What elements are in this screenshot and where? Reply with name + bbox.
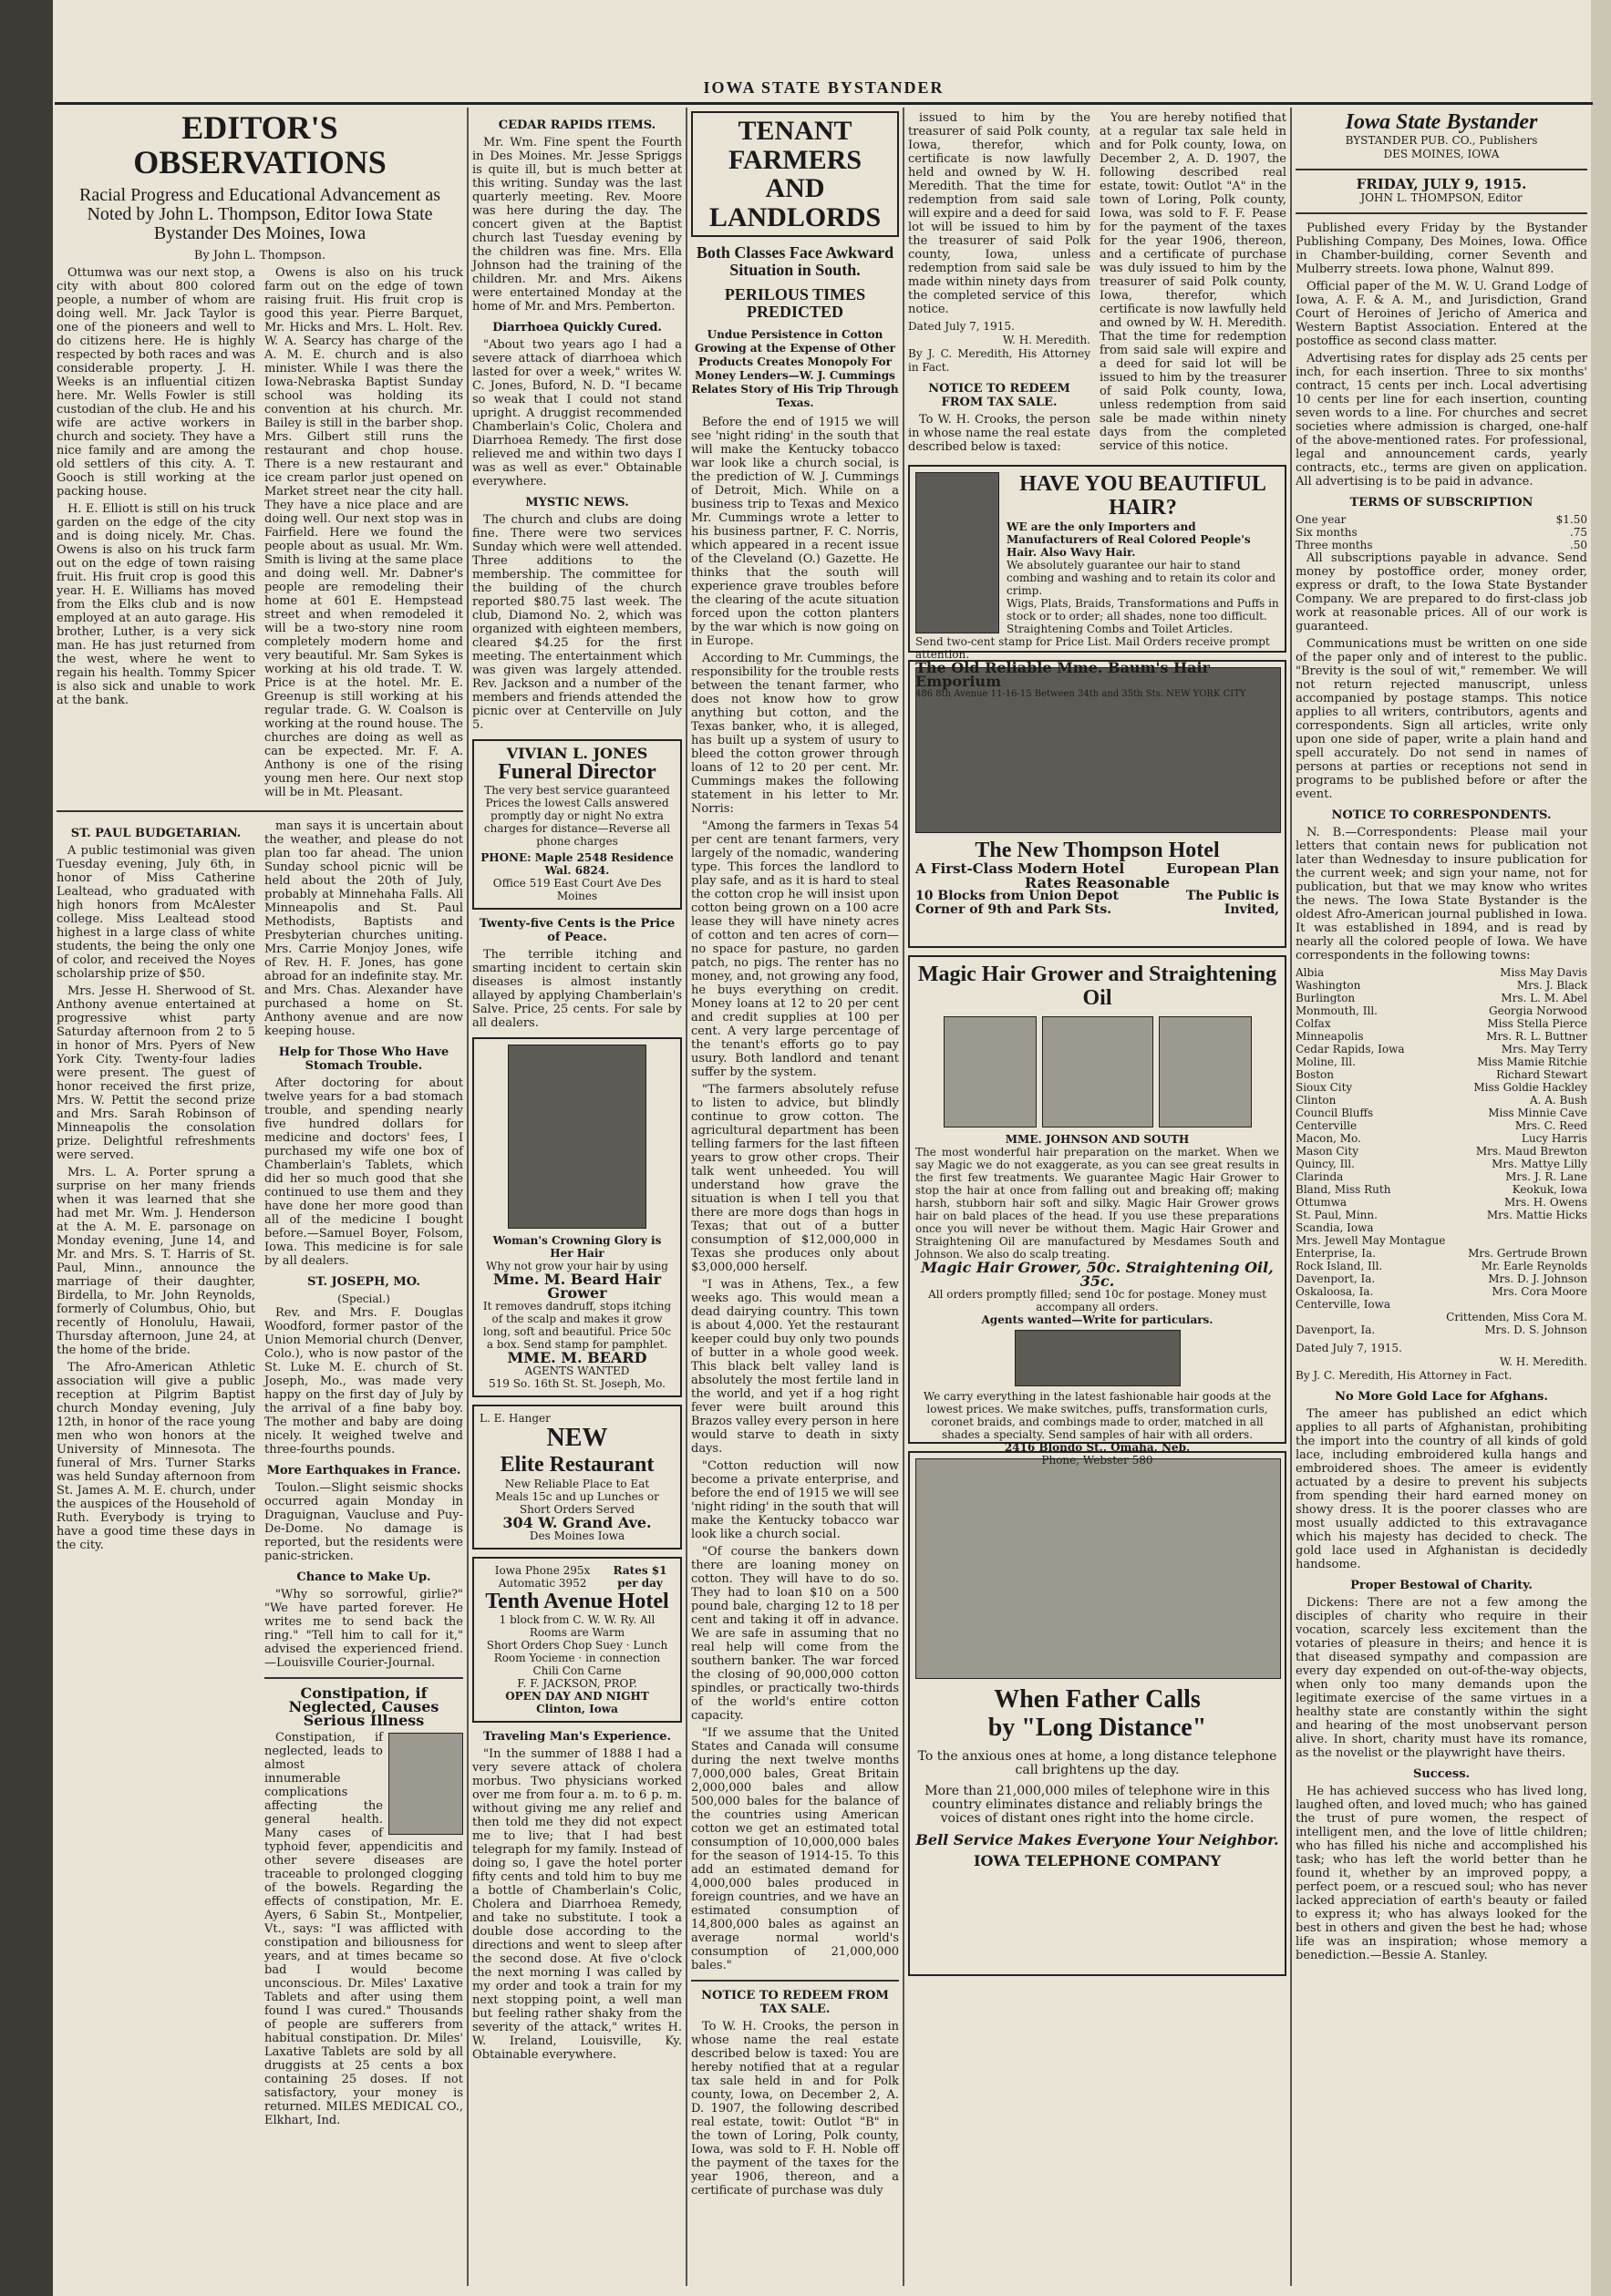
subscription-row: [1296, 513, 1587, 526]
column-rule: [1290, 108, 1292, 2286]
correspondent-row: [1296, 1170, 1587, 1183]
subscription-price: .75: [1569, 526, 1587, 540]
tenant-farmers-paragraph: "I was in Athens, Tex., a few weeks ago. This would mean a dead dairying country. This town is about 4,000. Yet the restaurant keeper could buy only two pounds of butter in a whole good week. This black belt valley land is absolutely the most fertile land in the world, and yet if a hog right fever were built around this Brazos valley every person in here would starve to death in sixty days.: [691, 1277, 899, 1456]
subscription-row: [1296, 526, 1587, 539]
tax-notice-headline: NOTICE TO REDEEM FROM TAX SALE.: [928, 382, 1070, 409]
correspondent-row: [1296, 1196, 1587, 1209]
cedar-rapids-paragraph: Mr. Wm. Fine spent the Fourth in Des Moines. Mr. Jesse Spriggs is quite ill, but is much better at this writing. Sunday was the last quarterly meeting. Rev. Moore was here during the day. The concert given at the Baptist church last Tuesday evening by the children was fine. Mrs. Ella Johnson had the training of the children. Mr. and Mrs. Aikens were entertained Monday at the home of Mr. and Mrs. Pemberton.: [472, 136, 682, 314]
column-seven: [1296, 111, 1587, 2285]
correspondent-name: Miss Mamie Ritchie: [1477, 1055, 1587, 1069]
notice-attorney: By J. C. Meredith, His Attorney in Fact.: [1296, 1369, 1513, 1383]
column-rule: [467, 108, 469, 2286]
correspondent-row: [1296, 1234, 1587, 1247]
correspondent-town: Enterprise, Ia.: [1296, 1247, 1377, 1261]
ad-text: To the anxious ones at home, a long distance telephone call brightens up the day.: [917, 1748, 1277, 1777]
correspondent-name: Keokuk, Iowa: [1512, 1183, 1587, 1197]
correspondent-town: Davenport, Ia.: [1296, 1323, 1376, 1337]
correspondent-name: Mrs. Mattye Lilly: [1492, 1158, 1587, 1171]
correspondent-name: Mrs. Mattie Hicks: [1486, 1209, 1587, 1222]
correspondent-row: [1296, 1158, 1587, 1170]
tenant-farmers-deck: Undue Persistence in Cotton Growing at the Expense of Other Products Creates Monopoly For Money Lenders—W. J. Cummings Relates Story of His Trip Through Texas.: [691, 327, 899, 409]
correspondent-row: [1296, 1094, 1587, 1107]
price-of-peace-headline: Twenty-five Cents is the Price of Peace.: [479, 917, 676, 945]
notice-date: Dated July 7, 1915.: [908, 320, 1015, 333]
ad-agents: Agents wanted—Write for particulars.: [981, 1313, 1213, 1326]
woman-portrait-photo: [508, 1045, 646, 1229]
correspondent-town: Clinton: [1296, 1094, 1337, 1107]
ad-title: Funeral Director: [498, 760, 656, 784]
correspondent-name: Mrs. J. R. Lane: [1505, 1170, 1587, 1184]
subscription-term: Six months: [1296, 526, 1358, 540]
masthead-paragraph: Official paper of the M. W. U. Grand Lodge of Iowa, A. F. & A. M., and Jurisdiction, Grand Court of Heroines of Jericho of America and Western Baptist Association. Entered at the postoffice as second class matter.: [1296, 280, 1587, 349]
subscription-headline: TERMS OF SUBSCRIPTION: [1349, 496, 1534, 510]
ad-address: 2416 Blondo St., Omaha, Neb.: [1004, 1440, 1191, 1454]
st-paul-paragraph: man says it is uncertain about the weather, and please do not plan too far ahead. The union Sunday school picnic will be held about the 20th of July, probably at Minnehaha Falls. All Minneapolis and St. Paul Methodists, Baptists and Presbyterian churches uniting. Mrs. Carrie Monjoy Jones, wife of Rev. H. F. Jones, has gone abroad for an indefinite stay. Mr. and Mrs. Chas. Alexander have purchased a home on St. Anthony avenue and are now keeping house.: [264, 819, 463, 1038]
correspondent-town: Centerville: [1296, 1119, 1358, 1133]
ad-title: Magic Hair Grower and Straightening Oil: [917, 963, 1277, 1011]
subscription-term: Three months: [1296, 539, 1373, 552]
tenant-farmers-paragraph: "The farmers absolutely refuse to listen to advice, but blindly continue to grow cotton. The agricultural department has been telling farmers for the last fifteen years to grow other crops. Their talk went unheeded. You will understand how grave the situation is when I tell you that there are more dogs than hogs in Texas; that out of a butter consumption of $12,000,000 in Texas she produces only about $3,000,000 herself.: [691, 1082, 899, 1274]
ad-text: Send two-cent stamp for Price List. Mail Orders receive prompt attention.: [915, 634, 1270, 661]
mystic-headline: MYSTIC NEWS.: [525, 496, 629, 510]
ad-text: Straightening Combs and Toilet Articles.: [1007, 622, 1234, 635]
ad-slogan: Bell Service Makes Everyone Your Neighbor.: [915, 1830, 1279, 1848]
ad-line: Invited,: [1224, 902, 1279, 918]
column-five-six: [908, 111, 1286, 2285]
ad-business-name: The Old Reliable Mme. Baum's Hair Emporium: [915, 658, 1210, 690]
mystic-paragraph: The church and clubs are doing fine. There were two services Sunday which were well attended. Three additions to the membership. The committee for the building of the church reported $80.75 last week. The club, Diamond No. 2, which was organized with eighteen members, cleared $4.25 for the first meeting. The entertainment which was given was largely attended. Rev. Jackson and a number of the members and friends attended the picnic over at Centerville on July 5.: [472, 513, 682, 732]
ad-phone: Phone, Webster 580: [1041, 1453, 1153, 1467]
correspondent-name: Mr. Earle Reynolds: [1481, 1260, 1587, 1273]
ad-office: Office 519 East Court Ave Des Moines: [492, 877, 662, 903]
charity-paragraph: Dickens: There are not a few among the disciples of charity who require in their vocation, scarcely less excitement than the votaries of pleasure in theirs; and hence it is that diseased sympathy and compassion are every day expended on out-of-the-way objects, when only too many demands upon the legitimate exercise of the same virtues in a healthy state are constantly within the sight and hearing of the most unobservant person alive. In short, charity must have its romance, as the novelist or the playwright have theirs.: [1296, 1596, 1587, 1761]
correspondent-row: [1296, 1209, 1587, 1221]
correspondent-row: [1296, 966, 1587, 979]
correspondent-town: Scandia, Iowa: [1296, 1221, 1374, 1235]
hair-braid-photo: [1015, 1330, 1181, 1386]
correspondent-row: [1296, 992, 1587, 1004]
st-joseph-special: (Special.): [337, 1292, 390, 1305]
tenth-avenue-hotel-ad: [472, 1557, 682, 1723]
correspondent-name: Mrs. Maud Brewton: [1475, 1145, 1587, 1158]
correspondent-name: Mrs. Cora Moore: [1492, 1285, 1587, 1299]
notice-attorney: By J. C. Meredith, His Attorney in Fact.: [908, 347, 1090, 374]
correspondent-town: Minneapolis: [1296, 1030, 1364, 1044]
correspondent-town: Burlington: [1296, 992, 1356, 1005]
ad-text: The most wonderful hair preparation on the market. When we say Magic we do not exaggerate, as you can see great results in the first few treatments. We guarantee Magic Hair Grower to stop the hair at once from falling out and breaking off; making harsh, stubborn hair soft and silky. Magic Hair Grower grows hair on bald places of the head. If you use these preparations once you will never be without them. Magic Hair Grower and Straightening Oil are manufactured by Mesdames South and Johnson. We also do scalp treating.: [915, 1145, 1279, 1261]
ad-new-label: NEW: [546, 1424, 608, 1453]
section-divider: [1296, 169, 1587, 170]
page-edge-right: [1591, 0, 1611, 2296]
correspondent-row: [1296, 1043, 1587, 1055]
correspondent-town: Ottumwa: [1296, 1196, 1348, 1210]
correspondent-town: Oskaloosa, Ia.: [1296, 1285, 1374, 1299]
ad-phone: PHONE: Maple 2548 Residence Wal. 6824.: [480, 851, 674, 878]
notice-date: Dated July 7, 1915.: [1296, 1342, 1402, 1355]
correspondent-row: [1296, 1285, 1587, 1298]
subscription-list: [1296, 513, 1587, 551]
correspondents-headline: NOTICE TO CORRESPONDENTS.: [1331, 808, 1552, 823]
correspondent-town: Macon, Mo.: [1296, 1132, 1361, 1146]
tenant-farmers-paragraph: "Of course the bankers down there are loaning money on cotton. They will have to do so. They had to loan $10 on a 500 pound bale, charging 12 to 18 per cent and taking it off in advance. We are safe in assuming that no real help will come from the southern banker. The war forced the closing of 90,000,000 cotton spindles, or practically two-thirds of the world's entire cotton capacity.: [691, 1544, 899, 1723]
bell-telephone-ad: [908, 1451, 1286, 1976]
section-divider: [691, 1980, 899, 1982]
diarrhoea-headline: Diarrhoea Quickly Cured.: [492, 321, 662, 335]
subscription-price: $1.50: [1555, 513, 1587, 527]
stomach-trouble-headline: Help for Those Who Have Stomach Trouble.: [278, 1045, 449, 1073]
correspondent-town: Monmouth, Ill.: [1296, 1004, 1378, 1018]
correspondent-name: Mrs. May Terry: [1501, 1043, 1587, 1056]
correspondent-row: [1296, 1145, 1587, 1158]
publisher: BYSTANDER PUB. CO., Publishers: [1345, 134, 1538, 148]
editors-observations-headline: EDITOR'S OBSERVATIONS: [133, 109, 387, 180]
correspondents-list: [1296, 966, 1587, 1336]
charity-headline: Proper Bestowal of Charity.: [1350, 1579, 1533, 1593]
success-paragraph: He has achieved success who has lived long, laughed often, and loved much; who has gained the trust of pure women, the respect of intelligent men, and the love of little children; who has filled his niche and accomplished his task; who has left the world better than he found it, whether by an improved poppy, a perfect poem, or a rescued soul; who has never lacked appreciation of earth's beauty or failed to express it; who has always looked for the best in others and given the best he had; whose life was an inspiration; whose memory a benediction.—Bessie A. Stanley.: [1296, 1785, 1587, 1963]
chance-paragraph: "Why so sorrowful, girlie?" "We have parted forever. He writes me to send back the ring." "Tell him to call for it," advised the experienced friend.—Louisville Courier-Journal.: [264, 1587, 463, 1670]
correspondent-row: [1296, 1004, 1587, 1017]
tax-notice-headline: NOTICE TO REDEEM FROM TAX SALE.: [701, 1988, 889, 2016]
ad-subtitle: New Reliable Place to Eat: [504, 1477, 650, 1490]
correspondent-name: Mrs. Gertrude Brown: [1468, 1247, 1587, 1261]
correspondent-name: Miss May Davis: [1500, 966, 1587, 980]
woman-hair-photo: [915, 472, 999, 633]
ad-text: We carry everything in the latest fashionable hair goods at the lowest prices. We make switches, puffs, transformation curls, coronet braids, and combings made to order, matched in all shades a specialty. Send samples of hair with all orders.: [923, 1389, 1272, 1441]
issue-date: FRIDAY, JULY 9, 1915.: [1356, 176, 1527, 193]
correspondent-row: [1296, 1107, 1587, 1119]
traveling-man-headline: Traveling Man's Experience.: [482, 1729, 672, 1744]
correspondent-name: Georgia Norwood: [1489, 1004, 1587, 1018]
section-divider: [1296, 212, 1587, 214]
masthead-paragraph: Advertising rates for display ads 25 cents per inch, for each insertion. Three to six months' contract, 15 cents per inch. Local advertising 10 cents per line for each insertion, counting seven words to a line. For churches and secret societies where admission is charged, one-half of the above-mentioned rates. For professional, legal and announcement cards, yearly contracts, etc., terms are given on application. All advertising is to be paid in advance.: [1296, 352, 1587, 489]
correspondent-row: [1296, 1272, 1587, 1285]
correspondent-town: Rock Island, Ill.: [1296, 1260, 1383, 1273]
section-divider: [57, 810, 463, 812]
correspondent-name: Mrs. D. J. Johnson: [1488, 1272, 1587, 1286]
editor-line: JOHN L. THOMPSON, Editor: [1360, 191, 1523, 205]
ad-line: Rates Reasonable: [1024, 874, 1171, 892]
correspondent-town: Sioux City: [1296, 1081, 1353, 1095]
editorial-subhead: Racial Progress and Educational Advancement as Noted by John L. Thompson, Editor Iowa State Bystander Des Moines, Iowa: [79, 184, 440, 243]
masthead-paragraph: Published every Friday by the Bystander Publishing Company, Des Moines, Iowa. Office in Chamber-building, corner Seventh and Mulberry streets. Iowa phone, Walnut 899.: [1296, 221, 1587, 277]
tenant-farmers-paragraph: According to Mr. Cummings, the responsibility for the trouble rests between the tenant farmer, who does not know how to grow anything but cotton, and the Texas banker, who, it is alleged, has built up a system of usury to bleed the cotton grower through loans of 12 to 20 per cent. Mr. Cummings makes the following statement in his letter to Mr. Norris:: [691, 651, 899, 816]
correspondent-row: [1296, 1298, 1587, 1311]
column-rule: [903, 108, 904, 2286]
correspondent-row: [1296, 1017, 1587, 1030]
constipation-headline: Constipation, if Neglected, Causes Serious Illness: [288, 1683, 439, 1729]
success-headline: Success.: [1412, 1767, 1471, 1782]
ad-menu: Short Orders Chop Suey · Lunch Room Yocieme · in connection Chili Con Carne: [486, 1638, 668, 1677]
tenant-farmers-headline: TENANT FARMERS AND LANDLORDS: [691, 111, 899, 237]
tenant-farmers-paragraph: "Among the farmers in Texas 54 per cent are tenant farmers, very largely of the nomadic, wandering type. This forces the landlord to play safe, and as it is hard to steal the cotton crop he will insist upon cotton being grown on a 100 acre lease they will have ninety acres of cotton and ten acres of corn—no space for pasture, no garden patch, no pigs. The renter has no money, and, not growing any food, he buys everything on credit. Money loans at 12 to 20 per cent and credit supplies at 100 per cent. A very large percentage of the tenant's efforts go to pay usury. Both landlord and tenant suffer by the system.: [691, 819, 899, 1079]
correspondent-row: [1296, 1260, 1587, 1272]
ad-line: 10 Blocks from Union Depot: [915, 889, 1119, 904]
correspondent-town: Mason City: [1296, 1145, 1358, 1158]
correspondent-row: [1296, 1221, 1587, 1234]
new-thompson-hotel-ad: [908, 660, 1286, 948]
publisher-city: DES MOINES, IOWA: [1383, 148, 1500, 161]
correspondent-row: [1296, 1311, 1587, 1323]
gold-lace-paragraph: The ameer has published an edict which applies to all parts of Afghanistan, prohibiting the import into the country of all kinds of gold lace, including embroidered kulla hangs and embroidered shoes. The ameer is evidently actuated by a desire to prevent his subjects from spending their hard earned money on showy dress. It is the poorer classes who are most usually addicted to this extravagance which his majesty has decided to check. The gold lace used in Afghanistan is decidedly handsome.: [1296, 1407, 1587, 1572]
ad-text: More than 21,000,000 miles of telephone wire in this country eliminates distance and reliably brings the voices of distant ones right into the home circle.: [924, 1783, 1270, 1826]
correspondent-row: [1296, 1055, 1587, 1068]
correspondent-name: Richard Stewart: [1496, 1068, 1587, 1082]
ad-title: by "Long Distance": [987, 1713, 1207, 1742]
correspondent-row: [1296, 979, 1587, 992]
correspondent-name: Mrs. J. Black: [1516, 979, 1587, 993]
correspondent-row: [1296, 1183, 1587, 1196]
column-editorial: [57, 111, 463, 2285]
st-paul-paragraph: A public testimonial was given Tuesday evening, July 6th, in honor of Miss Catherine Lealtead, who graduated with high honors from McAlester college. Miss Lealtead stood highest in a large class of white students, the being the only one of color, and received the Noyes scholarship prize of $50.: [57, 843, 255, 981]
ad-title: When Father Calls: [994, 1685, 1201, 1714]
correspondent-town: Davenport, Ia.: [1296, 1272, 1376, 1286]
ad-owner: L. E. Hanger: [480, 1412, 551, 1426]
page-edge-left: [0, 0, 53, 2296]
ad-city: Des Moines Iowa: [529, 1529, 625, 1542]
ad-orders: All orders promptly filled; send 10c for postage. Money must accompany all orders.: [928, 1287, 1266, 1313]
ad-subtitle: 1 block from C. W. W. Ry. All Rooms are Warm: [499, 1612, 656, 1639]
funeral-director-ad: [472, 739, 682, 910]
correspondent-town: Quincy, Ill.: [1296, 1158, 1355, 1171]
ad-subtext: Why not grow your hair by using: [486, 1260, 668, 1273]
correspondent-town: Albia: [1296, 966, 1325, 980]
correspondent-name: Mrs. C. Reed: [1514, 1119, 1587, 1133]
telephone-illustration: [915, 1458, 1281, 1679]
correspondent-town: Council Bluffs: [1296, 1107, 1374, 1120]
earthquake-paragraph: Toulon.—Slight seismic shocks occurred again Monday in Draguignan, Vaucluse and Puy-De-Dome. No damage is reported, but the residents were panic-stricken.: [264, 1480, 463, 1563]
notice-signature: W. H. Meredith.: [1002, 334, 1090, 346]
correspondent-row: [1296, 1068, 1587, 1081]
ad-company: IOWA TELEPHONE COMPANY: [973, 1851, 1222, 1869]
price-of-peace-paragraph: The terrible itching and smarting incident to certain skin diseases is almost instantly allayed by applying Chamberlain's Salve. Price, 25 cents. For sale by all dealers.: [472, 948, 682, 1031]
tenant-farmers-paragraph: "Cotton reduction will now become a private enterprise, and before the end of 1915 we will see 'night riding' in the south that will make the Kentucky tobacco war look like a church social.: [691, 1458, 899, 1541]
ad-caption: Woman's Crowning Glory is Her Hair: [492, 1234, 662, 1261]
correspondent-name: Miss Stella Pierce: [1487, 1017, 1587, 1031]
cedar-rapids-headline: CEDAR RAPIDS ITEMS.: [498, 118, 656, 132]
st-paul-paragraph: The Afro-American Athletic association will give a public reception at Pilgrim Baptist church Monday evening, July 12th, in honor of the race young men who won honors at the University of Minnesota. The funeral of Mrs. Turner Starks was held Sunday afternoon from St. James A. M. E. church, under the auspices of the Household of Ruth. Everybody is trying to have a good time these days in the city.: [57, 1360, 255, 1552]
ad-address: 304 W. Grand Ave.: [502, 1513, 652, 1531]
column-three: [472, 111, 682, 2285]
correspondent-name: Mrs. R. L. Buttner: [1486, 1030, 1587, 1044]
ad-title: Tenth Avenue Hotel: [485, 1589, 669, 1613]
beard-hair-grower-ad: [472, 1037, 682, 1397]
correspondent-row: [1296, 1247, 1587, 1260]
ad-hours: OPEN DAY AND NIGHT Clinton, Iowa: [505, 1689, 649, 1715]
column-rule: [686, 108, 687, 2286]
subscription-price: .50: [1569, 539, 1587, 552]
correspondent-row: [1296, 1030, 1587, 1043]
st-paul-paragraph: Mrs. Jesse H. Sherwood of St. Anthony avenue entertained at progressive whist party Saturday afternoon from 2 to 5 in honor of Mrs. Pyers of New York City. Twenty-four ladies were present. The guest of honor received the first prize, Mrs. W. Pettit the second prize and Mrs. Sarah Robinson of Minneapolis the consolation prize. Delightful refreshments were served.: [57, 983, 255, 1162]
chance-headline: Chance to Make Up.: [296, 1570, 431, 1584]
magic-hair-grower-ad: [908, 955, 1286, 1467]
editorial-paragraph: Ottumwa was our next stop, a city with about 800 colored people, a number of whom are doing well. Mr. Jack Taylor is one of the pioneers and well to do citizens here. He is highly respected by both races and was considerable property. J. H. Weeks is an influential citizen here. Mr. Wells Fowler is still custodian of the club. He and his wife are active workers in church and society. They have a nice family and are among the old settlers of this city. A. T. Gooch is still working at the packing house.: [57, 265, 255, 499]
editorial-paragraph: Owens is also on his truck farm out on the edge of town raising fruit. His fruit crop is good this year. Pierre Barquet, Mr. Hicks and Mrs. L. Holt. Rev. W. A. Searcy has charge of the A. M. E. church and is also minister. While I was there the Iowa-Nebraska Baptist Sunday school was holding its convention at his church. Mr. Bailey is still in the barber shop. Mrs. Gilbert still runs the restaurant and chop house. There is a new restaurant and ice cream parlor just opened on Market street near the city hall. They have a nice place and are doing well. Our next stop was in Fairfield. Here we found the people about as usual. Mr. Wm. Smith is living at the same place and doing well. Mr. Dabner's people are remodeling their home at 601 E. Hempstead street and when remodeled it will be a two-story nine room completely modern home and very beautiful. Mr. Sam Sykes is working at his old trade. T. W. Price is at the hotel. Mr. E. Greenup is still working at his regular trade. G. W. Coalson is working at the round house. The churches are doing as well as can be expected. Mr. F. A. Anthony is one of the rising young men here. Our next stop will be in Mt. Pleasant.: [264, 265, 463, 799]
ad-text: The very best service guaranteed Prices the lowest Calls answered promptly day or night No extra charges for distance—Reverse all phone charges: [483, 784, 671, 849]
correspondent-row: [1296, 1081, 1587, 1094]
traveling-man-paragraph: "In the summer of 1888 I had a very severe attack of cholera morbus. Two physicians worked over me from four a. m. to 6 p. m. without giving me any relief and then told me they did not expect me to live; that I had best telegraph for my family. Instead of doing so, I gave the hotel porter fifty cents and told him to buy me a bottle of Chamberlain's Colic, Cholera and Diarrhoea Remedy, and take no substitute. I took a double dose according to the directions and went to sleep after the second dose. At five o'clock the next morning I was called by my order and took a train for my next stopping point, a well man but feeling rather shaky from the severity of the attack," writes H. W. Ireland, Louisville, Ky. Obtainable everywhere.: [472, 1746, 682, 2062]
paper-title: Iowa State Bystander: [1345, 110, 1538, 134]
correspondent-name: Mrs. H. Owens: [1503, 1196, 1587, 1210]
correspondent-town: Colfax: [1296, 1017, 1331, 1031]
ad-caption: MME. JOHNSON AND SOUTH: [1005, 1132, 1190, 1146]
ad-proprietor: F. F. JACKSON, PROP.: [517, 1676, 637, 1690]
constipation-paragraph: Constipation, if neglected, leads to almost innumerable complications affecting the general health. Many cases of typhoid fever, appendicitis and other severe diseases are traceable to prolonged clogging of the bowels. Regarding the effects of constipation, Mr. E. Ayers, 6 Sabin St., Montpelier, Vt., says: "I was afflicted with constipation and biliousness for years, and at times became so bad I would become unconscious. Dr. Miles' Laxative Tablets and after using them found I was cured." Thousands of people are sufferers from habitual constipation. Dr. Miles' Laxative Tablets are sold by all druggists at 25 cents a box containing 25 doses. If not satisfactory, your money is returned. MILES MEDICAL CO., Elkhart, Ind.: [264, 1730, 463, 2127]
st-joseph-headline: ST. JOSEPH, MO.: [307, 1274, 420, 1289]
section-divider: [264, 1677, 463, 1679]
ad-text: We absolutely guarantee our hair to stand combing and washing and to retain its color and crimp.: [1007, 558, 1276, 597]
correspondent-row: [1296, 1323, 1587, 1336]
ad-text: WE are the only Importers and Manufacturers of Real Colored People's Hair. Also Wavy Hair.: [1007, 520, 1251, 559]
correspondent-town: Clarinda: [1296, 1170, 1344, 1184]
ad-title: Elite Restaurant: [500, 1453, 655, 1477]
ad-phone: Iowa Phone 295x Automatic 3952: [494, 1563, 591, 1590]
beautiful-hair-ad: [908, 465, 1286, 699]
tax-notice-paragraph: issued to him by the treasurer of said Polk county, Iowa, therefor, which certificate is now lawfully held and owned by W. H. Meredith. That the time for redemption from said sale will expire and a deed for said lot will be issued to him by the treasurer of said Polk county, Iowa, unless redemption from said sale be made within ninety days from the completed service of this notice.: [908, 111, 1090, 316]
correspondent-name: A. A. Bush: [1529, 1094, 1587, 1107]
stomach-trouble-paragraph: After doctoring for about twelve years for a bad stomach trouble, and spending nearly five hundred dollars for medicine and doctors' fees, I purchased my wife one box of Chamberlain's Tablets, which did her so much good that she continued to use them and they have done her more good than all of the medicine I bought before.—Samuel Boyer, Folsom, Iowa. This medicine is for sale by all dealers.: [264, 1076, 463, 1268]
tax-notice-paragraph: You are hereby notified that at a regular tax sale held in and for Polk county, Iowa, on December 2, A. D. 1907, the following described real estate, towit: Outlot "A" in the town of Loring, Polk county, Iowa, was sold to F. F. Pease for the payment of the taxes for the year 1906, thereon, and a certificate of purchase was duly issued to him by the treasurer of said Polk county, Iowa, therefor, which certificate is now lawfully held and owned by W. H. Meredith. That the time for redemption from said sale will expire and a deed for said lot will be issued to him by the treasurer of said Polk county, Iowa, unless redemption from said sale be made within ninety days from the completed service of this notice.: [1100, 111, 1286, 453]
correspondent-row: [1296, 1132, 1587, 1145]
correspondent-name: Mrs. L. M. Abel: [1501, 992, 1587, 1005]
column-four: [691, 111, 899, 2285]
diarrhoea-paragraph: "About two years ago I had a severe attack of diarrhoea which lasted for over a week," writes W. C. Jones, Buford, N. D. "I became so weak that I could not stand upright. A druggist recommended Chamberlain's Colic, Cholera and Diarrhoea Remedy. The first dose relieved me and within two days I was as well as ever." Obtainable everywhere.: [472, 338, 682, 489]
masthead-paragraph: Communications must be written on one side of the paper only and of interest to the public. "Brevity is the soul of wit," remember. We will not return rejected manuscript, unless accompanied by postage stamps. This notice applies to all writers, contributors, agents and correspondents. Sign all articles, write only upon one side of paper, write a plain hand and spell accurately. Do not send in names of persons at parties or receptions not send in programs to be published before or after the event.: [1296, 637, 1587, 802]
tax-notice-paragraph: To W. H. Crooks, the person in whose name the real estate described below is taxed: You are hereby notified that at a regular tax sale held in and for Polk county, Iowa, on December 2, A. D. 1907, the following described real estate, towit: Outlot "B" in the town of Loring, Polk county, Iowa, was sold to F. H. Noble off the payment of the taxes for the year 1906, thereon, and a certificate of purchase was duly: [691, 2019, 899, 2198]
correspondents-paragraph: N. B.—Correspondents: Please mail your letters that contain news for publication not later than Wednesday to insure publication for the current week; and sign your name, not for publication, but that we may know who writes the news. The Iowa State Bystander is the oldest Afro-American journal published in Iowa. It was established in 1894, and is read by nearly all the colored people of Iowa. We have correspondents in the following towns:: [1296, 826, 1587, 963]
ad-name: MME. M. BEARD: [507, 1349, 647, 1367]
correspondent-name: Lucy Harris: [1521, 1132, 1587, 1146]
correspondent-town: Centerville, Iowa: [1296, 1298, 1391, 1312]
subscription-term: One year: [1296, 513, 1347, 527]
correspondent-town: Boston: [1296, 1068, 1334, 1082]
ad-text: Meals 15c and up Lunches or Short Orders Served: [495, 1489, 659, 1516]
tenant-farmers-paragraph: Before the end of 1915 we will see 'night riding' in the south that will make the Kentucky tobacco war look like a church social, is the prediction of W. J. Cummings of Detroit, Mich. While on a business trip to Texas and Mexico Mr. Cummings wrote a letter to his business partner, F. C. Norris, which appeared in a recent issue of the Cleveland (O.) Gazette. He thinks that the south will experience grave troubles before the clearing of the acute situation forced upon the cotton planters by the war which is now going on in Europe.: [691, 415, 899, 648]
hair-sample-photo: [1042, 1016, 1153, 1127]
earthquake-headline: More Earthquakes in France.: [266, 1463, 461, 1477]
ad-agents: AGENTS WANTED: [524, 1364, 630, 1378]
correspondent-town: Mrs. Jewell May Montague: [1296, 1234, 1446, 1248]
masthead: IOWA STATE BYSTANDER: [55, 78, 1593, 105]
perilous-times-headline: PERILOUS TIMES PREDICTED: [724, 284, 866, 321]
correspondent-town: St. Paul, Minn.: [1296, 1209, 1378, 1222]
portrait-photo: [388, 1733, 463, 1835]
ad-text: It removes dandruff, stops itching of the scalp and makes it grow long, soft and beautiful. Price 50c a box. Send stamp for pamphlet.: [482, 1300, 672, 1352]
correspondent-name: Miss Minnie Cave: [1488, 1107, 1587, 1120]
st-joseph-paragraph: Rev. and Mrs. F. Douglas Woodford, former pastor of the Union Memorial church (Denver, Colo.), who is now pastor of the St. Luke M. E. church of St. Joseph, Mo., was made very happy on the first day of July by the arrival of a fine baby boy. The mother and baby are doing nicely. It weighed twelve and three-fourths pounds.: [264, 1305, 463, 1457]
correspondent-town: Bland, Miss Ruth: [1296, 1183, 1391, 1197]
correspondent-name: Mrs. D. S. Johnson: [1484, 1323, 1587, 1337]
portrait-photo: [944, 1016, 1037, 1127]
ad-line: A First-Class Modern Hotel: [915, 860, 1125, 878]
subscription-row: [1296, 539, 1587, 551]
st-paul-headline: ST. PAUL BUDGETARIAN.: [70, 826, 242, 840]
correspondent-name: Crittenden, Miss Cora M.: [1446, 1311, 1587, 1324]
correspondent-town: Cedar Rapids, Iowa: [1296, 1043, 1405, 1056]
ad-name: VIVIAN L. JONES: [506, 745, 648, 762]
elite-restaurant-ad: [472, 1405, 682, 1549]
ad-title: Mme. M. Beard Hair Grower: [492, 1271, 662, 1302]
gold-lace-headline: No More Gold Lace for Afghans.: [1335, 1390, 1548, 1405]
ad-address: 486 8th Avenue 11-16-15 Between 34th and 35th Sts. NEW YORK CITY: [915, 688, 1246, 699]
ad-line: The Public is: [1185, 889, 1279, 904]
ad-title: HAVE YOU BEAUTIFUL HAIR?: [1019, 472, 1266, 520]
ad-rates: Rates $1 per day: [613, 1563, 667, 1590]
correspondent-town: Moline, Ill.: [1296, 1055, 1356, 1069]
ad-line: European Plan: [1166, 860, 1279, 878]
st-paul-paragraph: Mrs. L. A. Porter sprung a surprise on her many friends when it was learned that she had met Mr. Wm. J. Henderson at the A. M. E. parsonage on Monday evening, June 14, and Mr. and Mrs. S. T. Harris of St. Paul, Minn., announce the marriage of their daughter, Birdella, to Mr. John Reynolds, formerly of Columbus, Ohio, but recently of Honolulu, Hawaii, Thursday afternoon, June 24, at the home of the bride.: [57, 1165, 255, 1357]
portrait-photo: [1159, 1016, 1252, 1127]
editorial-paragraph: H. E. Elliott is still on his truck garden on the edge of the city and is doing nicely. Mr. Chas. Owens is also on his truck farm out on the edge of town raising fruit. His fruit crop is good this year. H. E. Williams has moved from the Elks club and is now employed at an auto garage. His brother, Luther, is a very sick man. He has just returned from the west, where he went to regain his health. Tommy Spicer is also sick and unable to work at the bank.: [57, 501, 255, 707]
ad-prices: Magic Hair Grower, 50c. Straightening Oil, 35c.: [921, 1258, 1274, 1290]
tax-notice-paragraph: To W. H. Crooks, the person in whose name the real estate described below is taxed:: [908, 413, 1090, 454]
ad-title: The New Thompson Hotel: [975, 839, 1220, 862]
editorial-byline: By John L. Thompson.: [193, 248, 326, 263]
ad-address: 519 So. 16th St. St. Joseph, Mo.: [488, 1377, 666, 1391]
ad-text: Wigs, Plats, Braids, Transformations and Puffs in stock or to order; all shades, none too difficult.: [1007, 596, 1279, 623]
tenant-farmers-paragraph: "If we assume that the United States and Canada will consume during the next twelve months 7,000,000 bales, Great Britain 2,000,000 bales and allow 500,000 bales for the balance of the countries using American cotton we get an estimated total consumption of 10,000,000 bales for the season of 1914-15. To this add an estimated demand for 4,000,000 bales produced in foreign countries, and we have an estimated consumption of 14,800,000 bales as against an average normal world's consumption of 21,000,000 bales.": [691, 1725, 899, 1972]
masthead-paragraph: All subscriptions payable in advance. Send money by postoffice order, money order, express or draft, to the Iowa State Bystander Company. We are prepared to do first-class job work at reasonable prices. All of our work is guaranteed.: [1296, 551, 1587, 634]
correspondent-town: Washington: [1296, 979, 1361, 993]
ad-line: Corner of 9th and Park Sts.: [915, 902, 1112, 918]
notice-signature: W. H. Meredith.: [1499, 1355, 1587, 1369]
correspondent-row: [1296, 1119, 1587, 1132]
tenant-farmers-subhead: Both Classes Face Awkward Situation in South.: [696, 243, 894, 279]
correspondent-name: Miss Goldie Hackley: [1473, 1081, 1587, 1095]
